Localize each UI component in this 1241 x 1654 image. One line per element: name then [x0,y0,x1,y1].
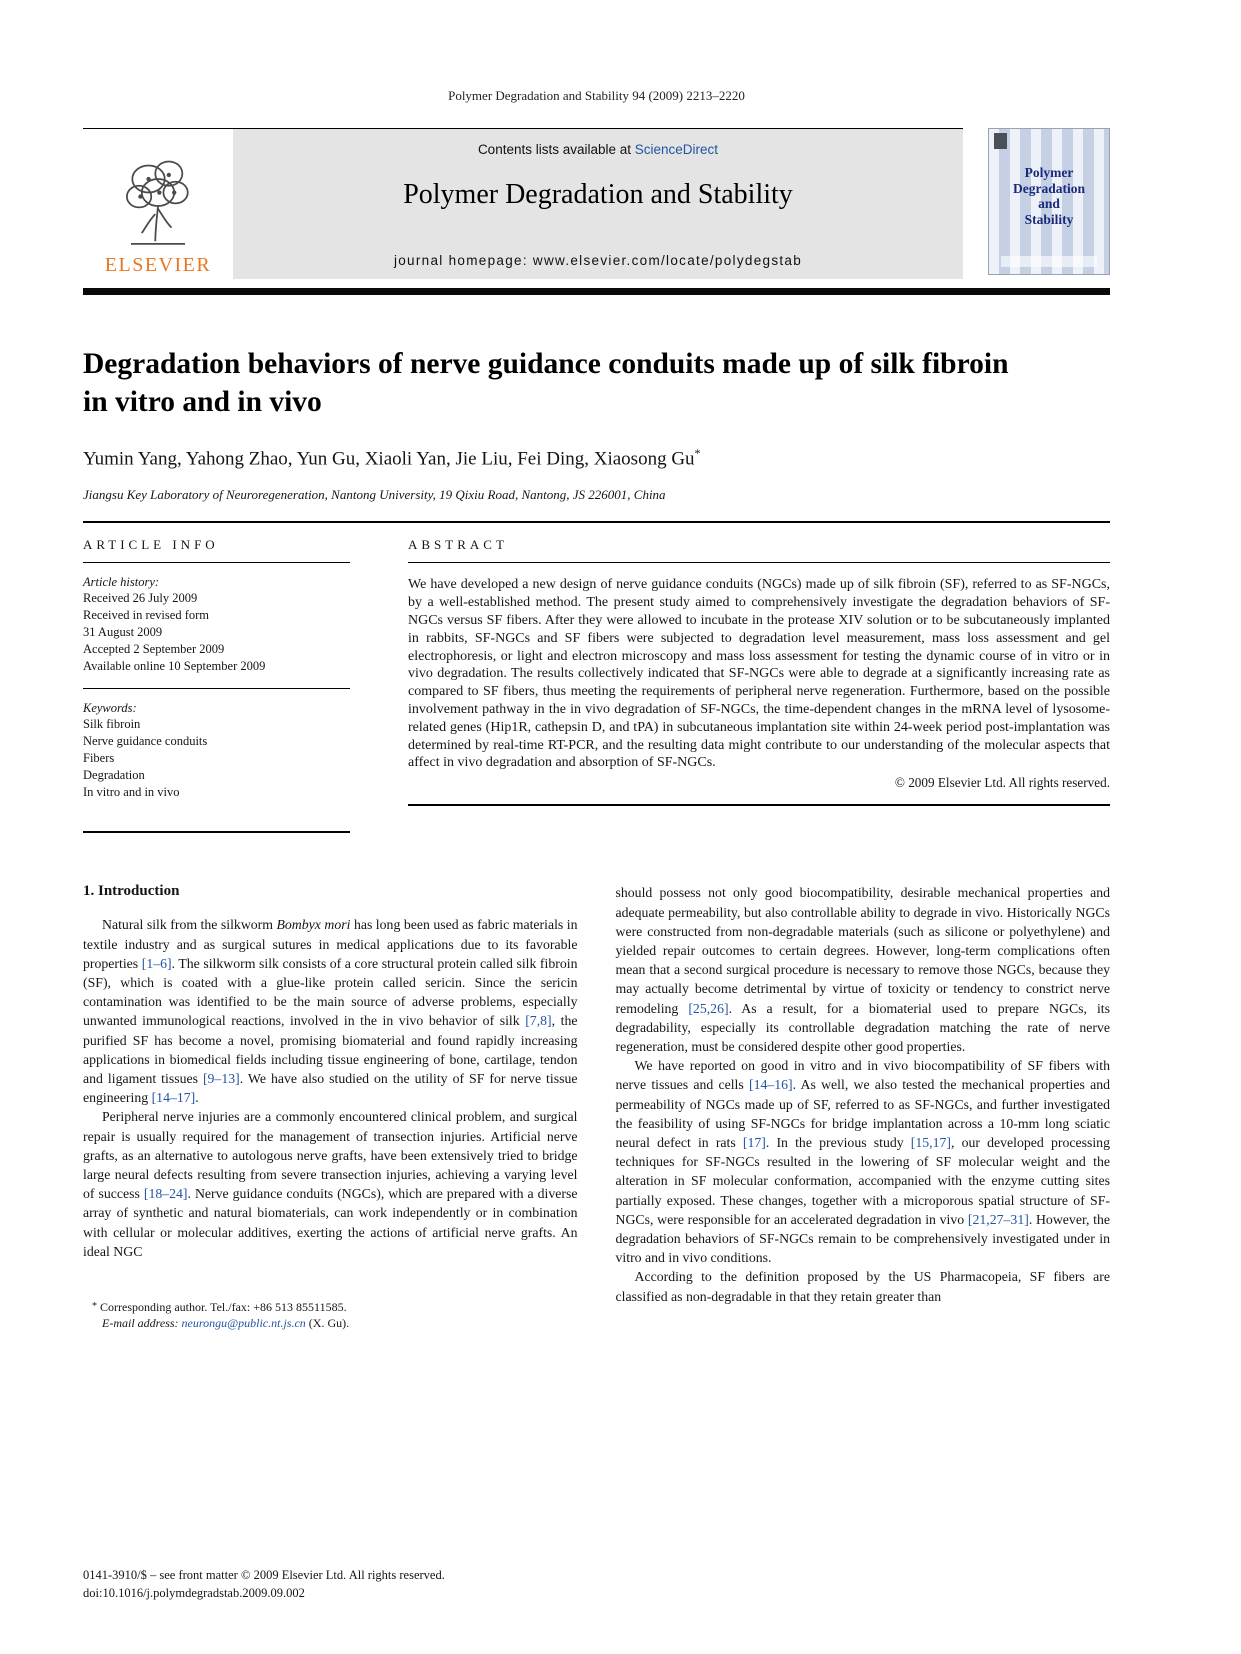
journal-banner [233,129,963,279]
body-left-column [83,883,578,1332]
homepage-prefix-text: journal homepage: [393,253,533,268]
reference-link[interactable]: [15,17] [910,1134,952,1150]
body-paragraph: should possess not only good biocompatibility, desirable mechanical properties and adequate permeability, but also controllable ability to degrade in vivo. Historically NGCs were constructed from non-degradable materials (such as silicone or polyethylene) and yielded repair outcomes to certain degrees. However, long-term complications often mean that a second surgical procedure is necessary to remove those NGCs, because they may actually become detrimental by virtue of toxicity or tendency to constrict nerve remodeling [25,26]. As a result, for a biomaterial used to prepare NGCs, its degradability, especially its controllable degradation matching the rate of nerve regeneration, must be considered despite other good properties. [615,885,1110,1054]
keywords-label: Keywords: [83,701,137,716]
reference-link[interactable]: [17] [742,1134,766,1150]
contents-available-line [243,142,953,157]
body-paragraph: Peripheral nerve injuries are a commonly encountered clinical problem, and surgical repair is usually required for the management of transection injuries. Artificial nerve grafts, as an alternative to autologous nerve grafts, have been extensively tried to bridge large neural defects resulting from severe transection injuries, achieving a varying level of success [18–24]. Nerve guidance conduits (NGCs), which are prepared with a diverse array of synthetic and natural biomaterials, can work independently or in combination with cellular or molecular additives, exerting the actions of artificial nerve grafts. An ideal NGC [83,1109,578,1259]
keyword-item: In vitro and in vivo [83,785,180,800]
body-right-column [616,883,1111,1332]
reference-link[interactable]: [7,8] [525,1013,552,1029]
email-address-label: E-mail address: [102,1316,179,1331]
elsevier-logo [83,129,233,279]
meta-section [83,523,1110,833]
keyword-item: Fibers [83,751,115,766]
email-suffix-text: (X. Gu). [308,1316,350,1331]
article-history-item: 31 August 2009 [83,625,163,640]
issn-front-matter-line: 0141-3910/$ – see front matter © 2009 Elsevier Ltd. All rights reserved. [83,1568,445,1582]
homepage-url-link[interactable]: www.elsevier.com/locate/polydegstab [532,253,803,268]
masthead [83,128,1110,279]
elsevier-wordmark: ELSEVIER [104,254,212,276]
article-body [83,883,1110,1332]
cover-publisher-icon [994,133,1007,149]
corresponding-author-mark: * [694,446,701,460]
keyword-item: Silk fibroin [83,717,141,732]
abstract-heading: ABSTRACT [408,523,1110,563]
article-info-heading: ARTICLE INFO [83,523,350,563]
doi-line: doi:10.1016/j.polymdegradstab.2009.09.002 [83,1585,305,1600]
masthead-divider-bar [83,288,1110,295]
journal-title: Polymer Degradation and Stability [403,179,793,210]
email-address-line [83,1315,578,1332]
elsevier-tree-icon [114,152,202,252]
body-paragraph: Natural silk from the silkworm Bombyx mori has long been used as fabric materials in textile industry and as surgical sutures in medical applications due to its favorable properties [1–6]. The silkworm silk consists of a core structural protein called silk fibroin (SF), which is coated with a glue-like protein called sericin. Since the sericin contamination was identified to be the main source of adverse problems, especially unwanted immunological reactions, involved in the in vivo behavior of silk [7,8], the purified SF has become a novel, promising biomaterial and found rapidly increasing applications in biomedical fields including tissue engineering of bone, cartilage, tendon and ligament tissues [9–13]. We have also studied on the utility of SF for nerve tissue engineering [14–17]. [83,917,578,1106]
reference-link[interactable]: [1–6] [141,955,172,971]
reference-link[interactable]: [9–13] [202,1070,240,1086]
corresponding-author-footnote [83,1299,578,1332]
article-history-item: Received 26 July 2009 [83,591,198,606]
abstract-column [408,523,1110,806]
body-paragraph: We have reported on good in vitro and in vivo biocompatibility of SF fibers with nerve tissues and cells [14–16]. As well, we also tested the mechanical properties and permeability of NGCs made up of SF, referred to as SF-NGCs, and further investigated the feasibility of using SF-NGCs for bridge implantation across a 10-mm long sciatic neural defect in rats [17]. In the previous study [15,17], our developed processing techniques for SF-NGCs resulted in the lowering of SF molecular weight and the alteration in SF molecular conformation, accompanied with the enzyme cutting sites partially exposed. These changes, together with a microporous spatial structure of SF-NGCs, were responsible for an accelerated degradation in vivo [21,27–31]. However, the degradation behaviors of SF-NGCs remain to be comprehensively investigated under in vitro and in vivo conditions. [615,1058,1110,1266]
affiliation-line: Jiangsu Key Laboratory of Neuroregeneration, Nantong University, 19 Qixiu Road, Nantong, JS 226001, China [83,487,666,503]
article-history-item: Accepted 2 September 2009 [83,642,225,657]
article-history-item: Received in revised form [83,608,209,623]
cover-title [989,165,1109,227]
section-heading-introduction: 1. Introduction [83,883,180,900]
keyword-item: Nerve guidance conduits [83,734,208,749]
cover-title-line: Degradation [1013,180,1085,196]
footnote-asterisk: * [92,1300,97,1312]
sciencedirect-link[interactable]: ScienceDirect [634,142,719,157]
authors-names: Yumin Yang, Yahong Zhao, Yun Gu, Xiaoli Yan, Jie Liu, Fei Ding, Xiaosong Gu [83,448,695,470]
cover-title-line: Stability [1024,211,1074,227]
email-link[interactable]: neurongu@public.nt.js.cn [181,1316,306,1331]
abstract-text: We have developed a new design of nerve guidance conduits (NGCs) made up of silk fibroin (SF), referred to as SF-NGCs, by a well-established method. The present study aimed to comprehensively investigate the degradation behaviors of SF-NGCs versus SF fibers. After they were allowed to incubate in the protease XIV solution or to be subcutaneously implanted in rabbits, SF-NGCs and SF fibers were subjected to degradation level measurement, mass loss assessment and gel electrophoresis, or light and electron microscopy and mass loss assessment for testing the dynamic course of in vitro or in vivo degradation. The results collectively indicated that SF-NGCs were able to degrade at a significantly increasing rate as compared to SF fibers, thus meeting the requirements of peripheral nerve regeneration. Furthermore, based on the possible involvement pathway in the in vivo degradation of SF-NGCs, the time-dependent changes in the mRNA level of lysosome-related genes (Hip1R, cathepsin D, and tPA) in subcutaneous implantation site within 24-week period post-implantation was determined by real-time RT-PCR, and the resulting data might contribute to our understanding of the molecular aspects that affect in vivo degradation and absorption of SF-NGCs. [408,577,1110,771]
article-history-item: Available online 10 September 2009 [83,659,266,674]
journal-cover-thumbnail [988,128,1110,275]
citation-line: Polymer Degradation and Stability 94 (2009) 2213–2220 [448,88,745,103]
reference-link[interactable]: [25,26] [688,1000,729,1016]
article-history-label: Article history: [83,575,160,590]
contents-prefix-text: Contents lists available at [477,142,635,157]
article-info-column [83,523,350,833]
masthead-main [83,128,963,279]
article-info-divider [83,688,350,689]
front-matter-block [83,1567,445,1602]
journal-homepage-line [243,253,953,268]
abstract-copyright: © 2009 Elsevier Ltd. All rights reserved. [894,775,1110,791]
reference-link[interactable]: [14–16] [748,1077,793,1093]
corresponding-author-text: Corresponding author. Tel./fax: +86 513 85511585. [100,1299,347,1314]
authors-line [83,446,1110,470]
article-title: Degradation behaviors of nerve guidance conduits made up of silk fibroin in vitro and in vivo [83,348,1009,418]
reference-link[interactable]: [14–17] [151,1090,196,1106]
cover-footer-strip [1001,256,1097,267]
keyword-item: Degradation [83,768,145,783]
cover-title-line: and [1038,196,1060,211]
cover-title-line: Polymer [1024,165,1074,180]
reference-link[interactable]: [21,27–31] [967,1211,1029,1227]
corresponding-author-note [83,1299,578,1316]
reference-link[interactable]: [18–24] [143,1186,188,1202]
body-paragraph: According to the definition proposed by the US Pharmacopeia, SF fibers are classified as non-degradable in that they retain greater than [615,1269,1110,1304]
